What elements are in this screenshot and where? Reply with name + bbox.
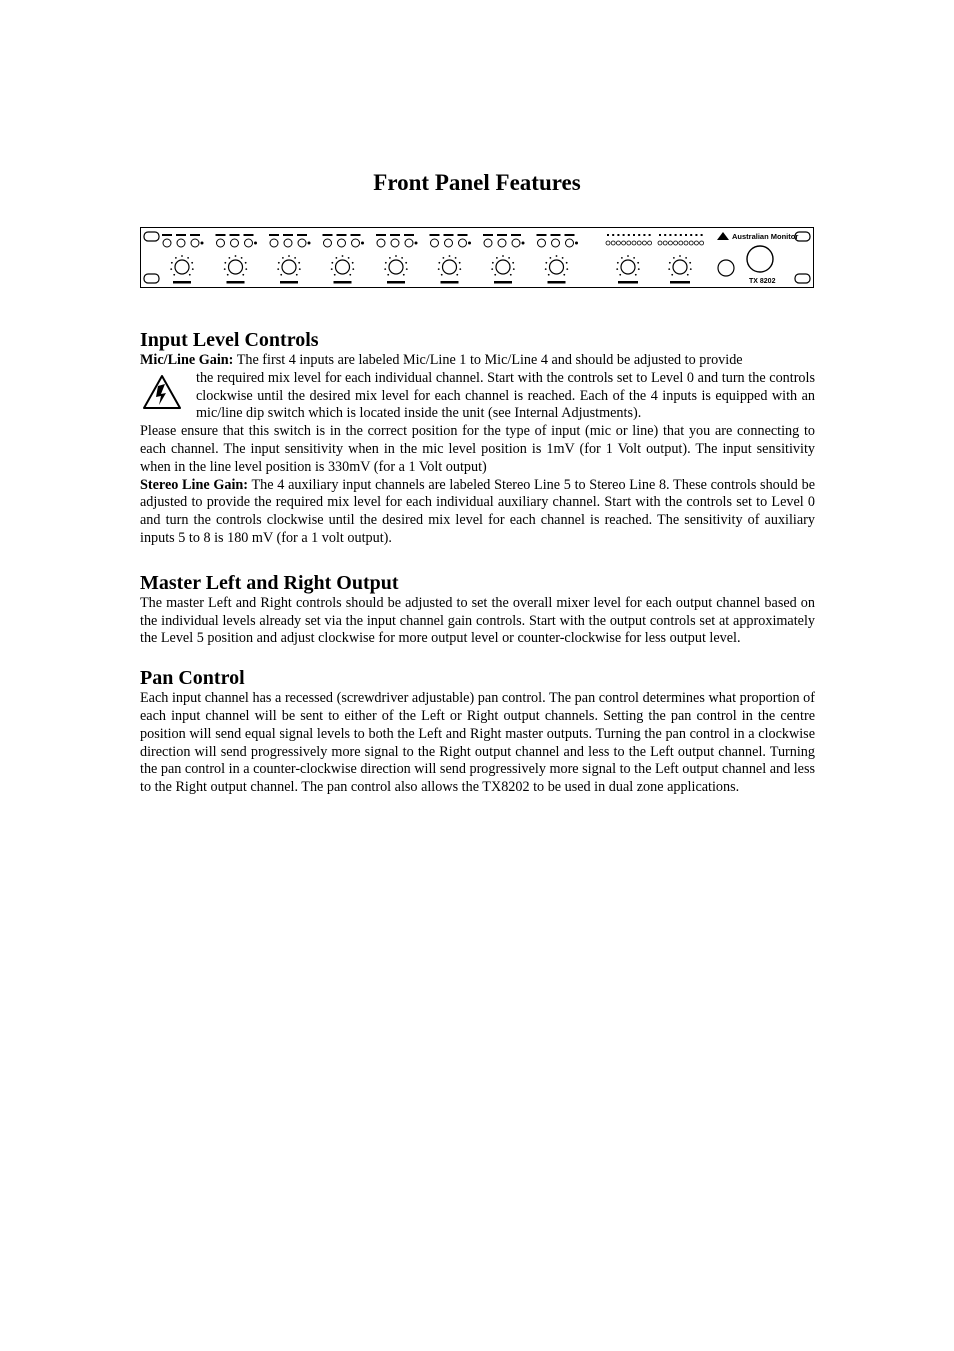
gain-scale-tick	[282, 257, 284, 259]
gain-scale-tick	[549, 257, 551, 259]
meter-led	[627, 241, 631, 245]
channel-legend-mark	[511, 234, 521, 236]
meter-label-mark	[638, 234, 640, 236]
gain-scale-tick	[298, 262, 300, 264]
meter-led	[632, 241, 636, 245]
eq-knob	[512, 239, 520, 247]
meter-label-mark	[680, 234, 682, 236]
channel-label-mark	[173, 281, 191, 284]
gain-scale-tick	[494, 274, 496, 276]
indicator-dot	[522, 242, 525, 245]
meter-label-mark	[659, 234, 661, 236]
meter-led	[611, 241, 615, 245]
channel-label-mark	[334, 281, 352, 284]
channel-legend-mark	[337, 234, 347, 236]
output-scale-tick	[616, 268, 618, 270]
channel-label-mark	[548, 281, 566, 284]
mic-line-indented-text: the required mix level for each individual channel. Start with the controls set to Level 0 and turn the controls clockwise until the desired mix level for each channel is reached. Each of the 4 inputs is equipped with an mic/line dip switch which is located inside the unit (see Internal Adjustments).	[196, 369, 815, 422]
gain-scale-tick	[299, 268, 301, 270]
gain-scale-tick	[441, 274, 443, 276]
meter-label-mark	[685, 234, 687, 236]
channel-label-mark	[227, 281, 245, 284]
gain-scale-tick	[277, 268, 279, 270]
gain-knob	[496, 260, 510, 274]
gain-scale-tick	[175, 257, 177, 259]
mic-line-label: Mic/Line Gain:	[140, 352, 234, 368]
output-scale-tick	[627, 255, 629, 257]
output-scale-tick	[638, 268, 640, 270]
gain-scale-tick	[171, 262, 173, 264]
meter-led	[622, 241, 626, 245]
gain-scale-tick	[545, 262, 547, 264]
meter-label-mark	[607, 234, 609, 236]
gain-scale-tick	[438, 262, 440, 264]
gain-scale-tick	[189, 274, 191, 276]
channel-legend-mark	[390, 234, 400, 236]
gain-scale-tick	[405, 262, 407, 264]
meter-label-mark	[643, 234, 645, 236]
channel-label-mark	[387, 281, 405, 284]
warning-triangle-icon	[142, 374, 182, 410]
gain-scale-tick	[228, 257, 230, 259]
eq-knob	[391, 239, 399, 247]
meter-led	[616, 241, 620, 245]
gain-scale-tick	[349, 274, 351, 276]
meter-label-mark	[617, 234, 619, 236]
stereo-line-text: The 4 auxiliary input channels are labeled Stereo Line 5 to Stereo Line 8. These controls should be adjusted to provide the required mix level for each individual auxiliary channel. Start with the controls set to Level 0 and turn the controls clockwise until the desired mix level for each channel is reached. The sensitivity of auxiliary inputs 5 to 8 is 180 mV (for a 1 volt output).	[140, 476, 815, 546]
meter-led	[658, 241, 662, 245]
eq-knob	[566, 239, 574, 247]
gain-scale-tick	[502, 255, 504, 257]
meter-label-mark	[701, 234, 703, 236]
gain-scale-tick	[401, 257, 403, 259]
meter-label-mark	[633, 234, 635, 236]
gain-scale-tick	[492, 262, 494, 264]
eq-knob	[405, 239, 413, 247]
pan-paragraph: Each input channel has a recessed (screwdriver adjustable) pan control. The pan control determines what proportion of each input channel will be sent to either of the Left or Right output channels. Setting the pan control in the centre position will send equal signal levels to both the Left and Right master outputs. Turning the pan control in a clockwise direction will send progressively more signal to the Right output channel and less to the Left output channel. Turning the pan control in a counter-clockwise direction will send progressively more signal to the Left output channel and less to the Right output channel. The pan control also allows the TX8202 to be used in dual zone applications.	[140, 690, 816, 796]
indicator-dot	[575, 242, 578, 245]
indicator-dot	[254, 242, 257, 245]
stereo-line-label: Stereo Line Gain:	[140, 476, 249, 493]
meter-label-mark	[612, 234, 614, 236]
gain-scale-tick	[562, 257, 564, 259]
mic-line-first-line	[140, 352, 815, 370]
rack-slot	[144, 274, 159, 283]
output-scale-tick	[668, 268, 670, 270]
eq-knob	[352, 239, 360, 247]
gain-scale-tick	[235, 255, 237, 257]
channel-legend-mark	[176, 234, 186, 236]
output-scale-tick	[617, 262, 619, 264]
gain-knob	[175, 260, 189, 274]
gain-scale-tick	[187, 257, 189, 259]
gain-scale-tick	[170, 268, 172, 270]
model-name: TX 8202	[749, 278, 776, 285]
indicator-dot	[361, 242, 364, 245]
meter-label-mark	[690, 234, 692, 236]
gain-scale-tick	[331, 262, 333, 264]
master-paragraph: The master Left and Right controls should be adjusted to set the overall mixer level for each output channel based on the individual levels already set via the input channel gain controls. Start with the output controls set at approximately the Level 5 position and adjust clockwise for more output level or counter-clockwise for less output level.	[140, 594, 815, 647]
eq-knob	[231, 239, 239, 247]
meter-label-mark	[628, 234, 630, 236]
channel-legend-mark	[404, 234, 414, 236]
channel-label-mark	[441, 281, 459, 284]
meter-led	[694, 241, 698, 245]
gain-scale-tick	[449, 255, 451, 257]
gain-scale-tick	[566, 268, 568, 270]
channel-legend-mark	[190, 234, 200, 236]
gain-scale-tick	[245, 262, 247, 264]
gain-scale-tick	[296, 274, 298, 276]
gain-scale-tick	[556, 255, 558, 257]
gain-scale-tick	[342, 255, 344, 257]
channel-legend-mark	[430, 234, 440, 236]
gain-scale-tick	[548, 274, 550, 276]
gain-scale-tick	[352, 262, 354, 264]
channel-legend-mark	[216, 234, 226, 236]
gain-scale-tick	[395, 255, 397, 257]
output-knob	[621, 260, 635, 274]
eq-knob	[484, 239, 492, 247]
mic-line-rest-text: Please ensure that this switch is in the correct position for the type of input (mic or line) that you are connecting to each channel. The input sensitivity when in the mic level position is 1mV (for 1 Volt output). The input sensitivity when in the line level position is 330mV (for a 1 Volt output)	[140, 423, 815, 475]
output-scale-tick	[621, 257, 623, 259]
output-knob	[673, 260, 687, 274]
meter-label-mark	[649, 234, 651, 236]
gain-scale-tick	[288, 255, 290, 257]
output-scale-tick	[633, 257, 635, 259]
gain-scale-tick	[278, 262, 280, 264]
meter-led	[648, 241, 652, 245]
eq-knob	[270, 239, 278, 247]
gain-scale-tick	[227, 274, 229, 276]
gain-scale-tick	[406, 268, 408, 270]
gain-scale-tick	[456, 274, 458, 276]
meter-label-mark	[695, 234, 697, 236]
gain-scale-tick	[335, 257, 337, 259]
gain-scale-tick	[224, 268, 226, 270]
meter-led	[700, 241, 704, 245]
stereo-line-paragraph	[140, 477, 815, 548]
channel-legend-mark	[483, 234, 493, 236]
gain-knob	[282, 260, 296, 274]
output-label-mark	[618, 281, 638, 284]
gain-knob	[336, 260, 350, 274]
output-scale-tick	[689, 262, 691, 264]
eq-knob	[324, 239, 332, 247]
gain-scale-tick	[352, 268, 354, 270]
front-panel-drawing	[140, 227, 814, 288]
gain-scale-tick	[181, 255, 183, 257]
gain-scale-tick	[496, 257, 498, 259]
channel-legend-mark	[162, 234, 172, 236]
channel-label-mark	[280, 281, 298, 284]
meter-label-mark	[664, 234, 666, 236]
eq-knob	[377, 239, 385, 247]
eq-knob	[163, 239, 171, 247]
eq-knob	[552, 239, 560, 247]
channel-legend-mark	[376, 234, 386, 236]
output-scale-tick	[690, 268, 692, 270]
output-scale-tick	[619, 274, 621, 276]
page-title: Front Panel Features	[373, 170, 581, 195]
channel-legend-mark	[537, 234, 547, 236]
channel-legend-mark	[351, 234, 361, 236]
gain-knob	[229, 260, 243, 274]
meter-label-mark	[669, 234, 671, 236]
gain-knob	[389, 260, 403, 274]
meter-led	[674, 241, 678, 245]
eq-knob	[298, 239, 306, 247]
eq-knob	[431, 239, 439, 247]
indicator-dot	[308, 242, 311, 245]
rack-slot	[144, 232, 159, 241]
gain-scale-tick	[508, 257, 510, 259]
eq-knob	[191, 239, 199, 247]
output-scale-tick	[687, 274, 689, 276]
eq-knob	[245, 239, 253, 247]
meter-label-mark	[623, 234, 625, 236]
rack-slot	[795, 274, 810, 283]
gain-scale-tick	[403, 274, 405, 276]
gain-scale-tick	[566, 262, 568, 264]
gain-scale-tick	[280, 274, 282, 276]
gain-scale-tick	[385, 262, 387, 264]
channel-legend-mark	[283, 234, 293, 236]
eq-knob	[284, 239, 292, 247]
output-scale-tick	[669, 262, 671, 264]
meter-led	[663, 241, 667, 245]
output-scale-tick	[637, 262, 639, 264]
gain-scale-tick	[192, 268, 194, 270]
meter-led	[668, 241, 672, 245]
eq-knob	[338, 239, 346, 247]
output-scale-tick	[673, 257, 675, 259]
channel-legend-mark	[323, 234, 333, 236]
gain-scale-tick	[512, 262, 514, 264]
gain-knob	[550, 260, 564, 274]
meter-label-mark	[675, 234, 677, 236]
channel-legend-mark	[565, 234, 575, 236]
gain-scale-tick	[442, 257, 444, 259]
channel-legend-mark	[458, 234, 468, 236]
brand-name: Australian Monitor	[732, 232, 799, 241]
gain-scale-tick	[384, 268, 386, 270]
gain-scale-tick	[387, 274, 389, 276]
gain-scale-tick	[294, 257, 296, 259]
gain-scale-tick	[455, 257, 457, 259]
meter-led	[642, 241, 646, 245]
indicator-dot	[201, 242, 204, 245]
gain-scale-tick	[242, 274, 244, 276]
gain-scale-tick	[331, 268, 333, 270]
eq-knob	[538, 239, 546, 247]
section-heading-master: Master Left and Right Output	[140, 571, 399, 594]
gain-scale-tick	[348, 257, 350, 259]
gain-scale-tick	[563, 274, 565, 276]
gain-scale-tick	[224, 262, 226, 264]
gain-scale-tick	[245, 268, 247, 270]
channel-legend-mark	[551, 234, 561, 236]
output-label-mark	[670, 281, 690, 284]
output-scale-tick	[685, 257, 687, 259]
section-heading-input: Input Level Controls	[140, 329, 319, 351]
gain-scale-tick	[191, 262, 193, 264]
gain-scale-tick	[545, 268, 547, 270]
section-heading-pan: Pan Control	[140, 667, 245, 690]
eq-knob	[459, 239, 467, 247]
output-scale-tick	[671, 274, 673, 276]
output-scale-tick	[635, 274, 637, 276]
gain-scale-tick	[459, 268, 461, 270]
meter-led	[684, 241, 688, 245]
gain-scale-tick	[173, 274, 175, 276]
eq-knob	[445, 239, 453, 247]
eq-knob	[498, 239, 506, 247]
gain-scale-tick	[389, 257, 391, 259]
channel-legend-mark	[269, 234, 279, 236]
document-body	[140, 328, 815, 797]
gain-scale-tick	[459, 262, 461, 264]
eq-knob	[177, 239, 185, 247]
eq-knob	[217, 239, 225, 247]
gain-scale-tick	[491, 268, 493, 270]
meter-led	[689, 241, 693, 245]
meter-led	[606, 241, 610, 245]
mic-line-block	[140, 352, 815, 477]
meter-led	[637, 241, 641, 245]
master-knob	[718, 260, 734, 276]
meter-led	[679, 241, 683, 245]
channel-legend-mark	[297, 234, 307, 236]
channel-legend-mark	[497, 234, 507, 236]
gain-scale-tick	[438, 268, 440, 270]
mic-line-first-text: The first 4 inputs are labeled Mic/Line 1 to Mic/Line 4 and should be adjusted to provide	[236, 352, 743, 368]
channel-legend-mark	[244, 234, 254, 236]
indicator-dot	[468, 242, 471, 245]
gain-scale-tick	[513, 268, 515, 270]
channel-legend-mark	[230, 234, 240, 236]
gain-scale-tick	[510, 274, 512, 276]
gain-knob	[443, 260, 457, 274]
gain-scale-tick	[334, 274, 336, 276]
channel-legend-mark	[444, 234, 454, 236]
output-scale-tick	[679, 255, 681, 257]
front-panel-illustration	[140, 227, 814, 288]
power-switch	[747, 246, 773, 272]
channel-label-mark	[494, 281, 512, 284]
indicator-dot	[415, 242, 418, 245]
gain-scale-tick	[241, 257, 243, 259]
